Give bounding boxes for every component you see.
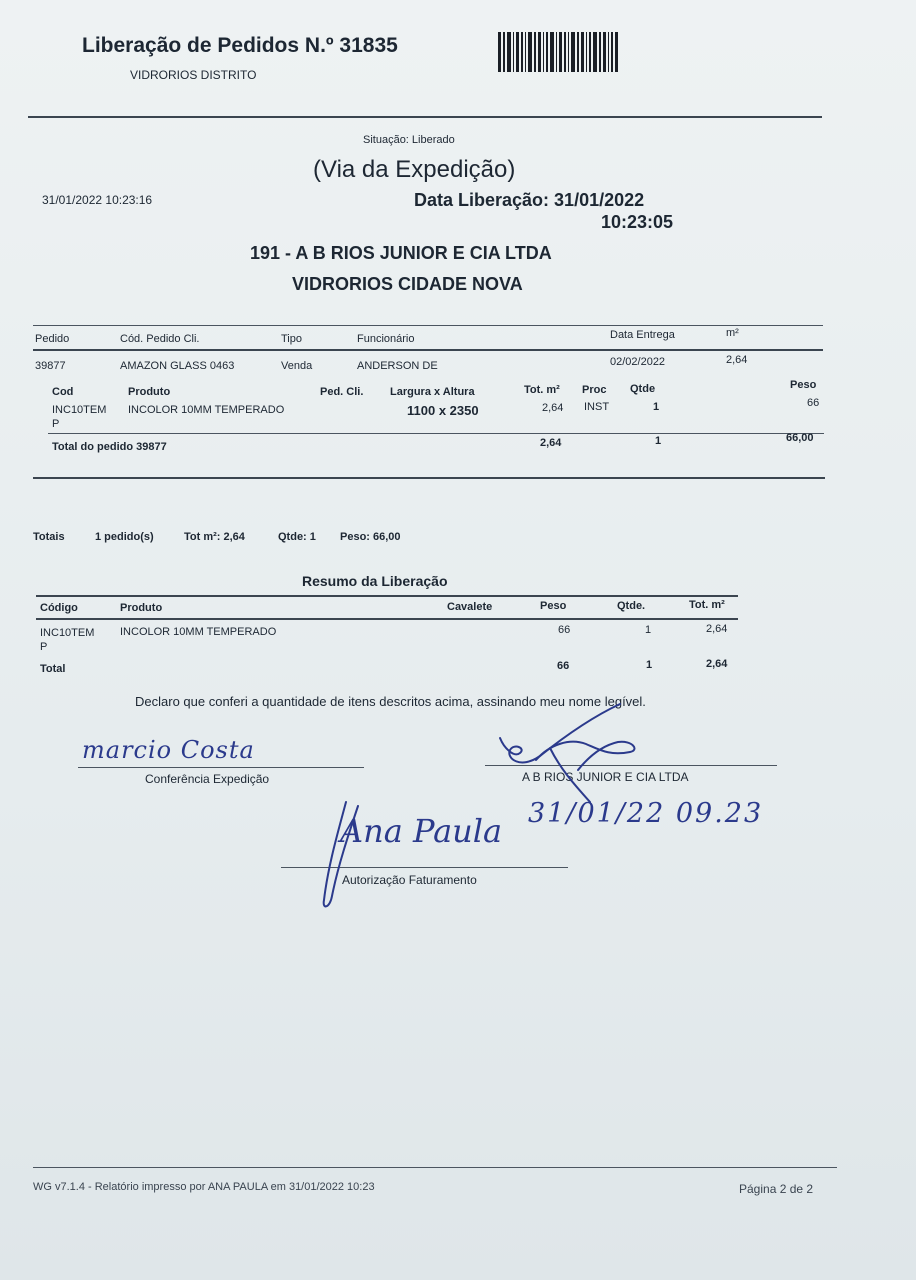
order-m2: 2,64 bbox=[726, 354, 748, 366]
header-divider bbox=[28, 116, 822, 118]
item-cod: INC10TEM bbox=[52, 404, 107, 416]
company-label: A B RIOS JUNIOR E CIA LTDA bbox=[522, 770, 689, 784]
totals-peso: Peso: 66,00 bbox=[340, 531, 401, 543]
data-liberacao-time: 10:23:05 bbox=[601, 212, 674, 232]
resumo-total-m2: 2,64 bbox=[706, 658, 728, 670]
handwritten-date: 31/01/22 09.23 bbox=[528, 798, 764, 829]
item-col-dimensions: Largura x Altura bbox=[390, 386, 475, 398]
declaration-text: Declaro que conferi a quantidade de itens descritos acima, assinando meu nome legível. bbox=[135, 694, 646, 709]
document-subtitle: VIDRORIOS DISTRITO bbox=[130, 68, 257, 82]
item-proc: INST bbox=[584, 401, 610, 413]
footer-left: WG v7.1.4 - Relatório impresso por ANA PAULA em 31/01/2022 10:23 bbox=[33, 1181, 375, 1193]
barcode-icon bbox=[498, 32, 638, 72]
item-col-cod: Cod bbox=[52, 386, 74, 398]
printed-timestamp: 31/01/2022 10:23:16 bbox=[42, 193, 153, 207]
resumo-cod: INC10TEM bbox=[40, 627, 95, 639]
item-col-qtde: Qtde bbox=[630, 383, 656, 395]
resumo-peso: 66 bbox=[558, 624, 571, 636]
order-table-top-rule bbox=[33, 325, 823, 326]
order-cod-pedido-cli: AMAZON GLASS 0463 bbox=[120, 360, 235, 372]
resumo-col-peso: Peso bbox=[540, 600, 567, 612]
col-funcionario: Funcionário bbox=[357, 333, 415, 345]
order-pedido: 39877 bbox=[35, 360, 66, 372]
resumo-top-rule bbox=[36, 595, 738, 597]
col-data-entrega: Data Entrega bbox=[610, 329, 675, 341]
order-total-peso: 66,00 bbox=[786, 432, 814, 444]
store-name: VIDRORIOS CIDADE NOVA bbox=[292, 274, 523, 294]
status-situacao: Situação: Liberado bbox=[363, 134, 455, 146]
col-m2: m² bbox=[726, 327, 739, 339]
order-table-bottom-rule bbox=[33, 477, 825, 479]
order-total-label: Total do pedido 39877 bbox=[52, 441, 167, 453]
autorizacao-signature-stroke bbox=[318, 796, 378, 912]
page-number: Página 2 de 2 bbox=[739, 1182, 814, 1196]
order-total-rule bbox=[48, 433, 824, 434]
autorizacao-label: Autorização Faturamento bbox=[342, 873, 477, 887]
resumo-tot-m2: 2,64 bbox=[706, 623, 728, 635]
totals-label: Totais bbox=[33, 531, 65, 543]
company-signature bbox=[490, 698, 650, 808]
item-col-peso: Peso bbox=[790, 379, 817, 391]
item-cod-cont: P bbox=[52, 418, 60, 430]
order-tipo: Venda bbox=[281, 360, 313, 372]
resumo-col-produto: Produto bbox=[120, 602, 163, 614]
resumo-title: Resumo da Liberação bbox=[302, 573, 448, 589]
resumo-total-peso: 66 bbox=[557, 660, 570, 672]
resumo-col-qtde: Qtde. bbox=[617, 600, 646, 612]
item-col-ped-cli: Ped. Cli. bbox=[320, 386, 364, 398]
col-pedido: Pedido bbox=[35, 333, 70, 345]
client-name: 191 - A B RIOS JUNIOR E CIA LTDA bbox=[250, 243, 552, 263]
resumo-produto: INCOLOR 10MM TEMPERADO bbox=[120, 626, 277, 638]
via-label: (Via da Expedição) bbox=[313, 156, 516, 183]
resumo-col-codigo: Código bbox=[40, 602, 78, 614]
col-cod-pedido-cli: Cód. Pedido Cli. bbox=[120, 333, 200, 345]
conferencia-line bbox=[78, 767, 364, 768]
item-qtde: 1 bbox=[653, 401, 660, 413]
conferencia-signature: marcio Costa bbox=[82, 736, 255, 764]
col-tipo: Tipo bbox=[281, 333, 302, 345]
resumo-cod-cont: P bbox=[40, 641, 48, 653]
order-total-m2: 2,64 bbox=[540, 437, 562, 449]
item-tot-m2: 2,64 bbox=[542, 402, 564, 414]
autorizacao-signature: Ana Paula bbox=[340, 812, 503, 850]
order-header-rule bbox=[33, 349, 823, 351]
resumo-qtde: 1 bbox=[645, 624, 652, 636]
totals-pedidos: 1 pedido(s) bbox=[95, 531, 154, 543]
item-peso: 66 bbox=[807, 397, 820, 409]
resumo-total-qtde: 1 bbox=[646, 659, 653, 671]
totals-qtde: Qtde: 1 bbox=[278, 531, 316, 543]
totals-m2: Tot m²: 2,64 bbox=[184, 531, 245, 543]
footer-rule bbox=[33, 1167, 837, 1168]
item-dims: 1100 x 2350 bbox=[407, 403, 479, 418]
resumo-header-rule bbox=[36, 618, 738, 620]
data-liberacao: Data Liberação: 31/01/2022 bbox=[414, 190, 645, 210]
resumo-col-tot-m2: Tot. m² bbox=[689, 599, 725, 611]
item-col-produto: Produto bbox=[128, 386, 171, 398]
document-title: Liberação de Pedidos N.º 31835 bbox=[82, 34, 398, 57]
order-data-entrega: 02/02/2022 bbox=[610, 356, 666, 368]
item-produto: INCOLOR 10MM TEMPERADO bbox=[128, 404, 285, 416]
item-col-tot-m2: Tot. m² bbox=[524, 384, 560, 396]
order-total-qtde: 1 bbox=[655, 435, 662, 447]
order-funcionario: ANDERSON DE bbox=[357, 360, 438, 372]
resumo-total-label: Total bbox=[40, 663, 66, 675]
conferencia-label: Conferência Expedição bbox=[145, 772, 270, 786]
item-col-proc: Proc bbox=[582, 384, 607, 396]
resumo-col-cavalete: Cavalete bbox=[447, 601, 493, 613]
